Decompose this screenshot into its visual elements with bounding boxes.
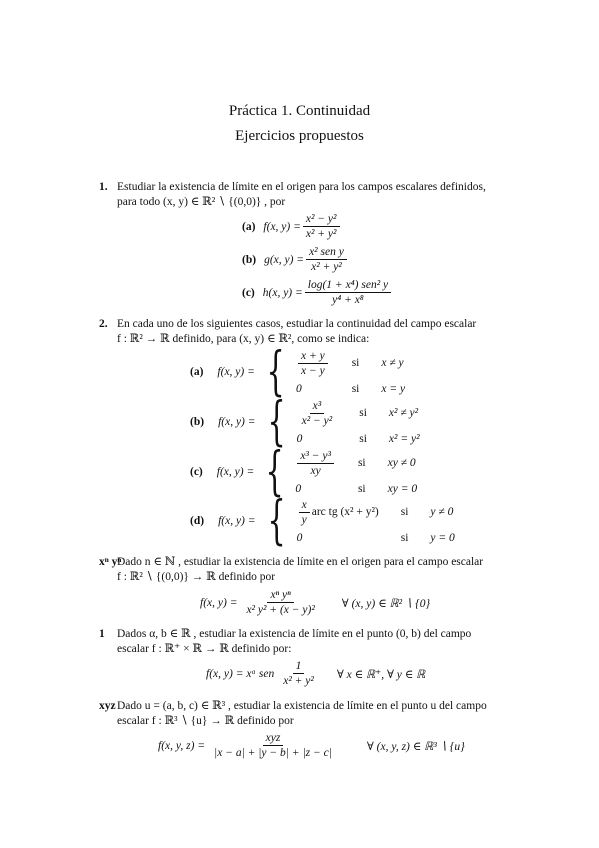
function-lhs: f(x, y) = xyxy=(263,220,301,233)
page-subtitle: Ejercicios propuestos xyxy=(235,128,364,144)
cases xyxy=(297,400,420,445)
item-label: (b) xyxy=(190,416,205,428)
left-brace: { xyxy=(265,442,284,502)
function-lhs: f(x, y) = xᵅ sen xyxy=(206,667,275,680)
si-label: si xyxy=(400,531,409,544)
denominator: x² + y² xyxy=(283,675,314,687)
left-brace: { xyxy=(266,392,286,452)
item-label: (a) xyxy=(190,366,204,378)
condition: y = 0 xyxy=(430,531,455,544)
condition: y ≠ 0 xyxy=(430,506,454,518)
si-label: si xyxy=(351,357,360,369)
exercise-4-line2: escalar f : ℝ⁺ × ℝ → ℝ definido por: xyxy=(117,643,292,655)
numerator: x² sen y xyxy=(306,246,347,260)
condition: x² = y² xyxy=(388,432,420,445)
value: 0 xyxy=(295,482,302,495)
function-lhs: f(x, y) = xyxy=(200,596,238,609)
exercise-3-line1: Dado n ∈ ℕ , estudiar la existencia de límite en el origen para el campo escalar xyxy=(117,556,484,568)
arctg-term: arc tg (x² + y²) xyxy=(311,506,379,518)
numerator: 1 xyxy=(293,660,305,674)
exercise-5-formula xyxy=(158,732,465,759)
exercise-1c xyxy=(242,279,393,306)
denominator: xy xyxy=(310,464,321,477)
exercise-5-line1: Dado u = (a, b, c) ∈ ℝ³ , estudiar la existencia de límite en el punto u del campo xyxy=(117,700,487,712)
exercise-4-number: 1 xyxy=(99,628,105,640)
fraction xyxy=(280,660,317,687)
cases xyxy=(296,350,405,395)
function-lhs: f(x, y) = xyxy=(216,466,255,478)
si-label: si xyxy=(357,482,366,495)
si-label: si xyxy=(359,432,367,445)
left-brace: { xyxy=(266,342,285,402)
function-lhs: f(x, y) = xyxy=(218,416,256,428)
condition: x = y xyxy=(381,382,406,395)
exercise-4-formula xyxy=(206,660,425,687)
item-label: (b) xyxy=(242,253,257,266)
left-brace: { xyxy=(266,491,286,551)
si-label: si xyxy=(400,506,409,518)
denominator: x² + y² xyxy=(305,228,337,240)
fraction xyxy=(299,499,310,526)
condition: x ≠ y xyxy=(381,357,404,369)
fraction xyxy=(297,450,334,477)
item-label: (c) xyxy=(190,466,203,478)
denominator: |x − a| + |y − b| + |z − c| xyxy=(214,747,332,759)
exercise-1-line2: para todo (x, y) ∈ ℝ² ∖ {(0,0)} , por xyxy=(117,196,286,208)
function-lhs: h(x, y) = xyxy=(262,286,303,299)
cases xyxy=(297,499,455,544)
exercise-1-number: 1. xyxy=(99,181,108,193)
exercise-1b xyxy=(242,246,349,273)
numerator: x xyxy=(299,499,310,513)
exercise-5-line2: escalar f : ℝ³ ∖ {u} → ℝ definido por xyxy=(117,715,294,727)
numerator: xyz xyxy=(263,732,284,746)
domain-condition: ∀ (x, y) ∈ ℝ² ∖ {0} xyxy=(341,597,431,610)
exercise-2a xyxy=(190,342,406,402)
denominator: y xyxy=(301,513,307,526)
fraction xyxy=(299,400,336,427)
numerator: x³ xyxy=(310,400,325,414)
condition: x² ≠ y² xyxy=(388,407,419,419)
function-lhs: f(x, y) = xyxy=(218,515,256,527)
exercise-3-formula xyxy=(200,589,430,616)
exercise-2c xyxy=(190,442,418,502)
item-label: (c) xyxy=(242,286,255,299)
exercise-1a xyxy=(242,213,342,240)
si-label: si xyxy=(351,382,360,395)
denominator: x² + y² xyxy=(311,261,342,273)
exercise-3-line2: f : ℝ² ∖ {(0,0)} → ℝ definido por xyxy=(117,571,276,583)
function-lhs: f(x, y, z) = xyxy=(158,739,206,752)
denominator: x² y² + (x − y)² xyxy=(246,604,315,616)
exercise-1-line1: Estudiar la existencia de límite en el origen para los campos escalares definidos, xyxy=(117,181,486,193)
denominator: x² − y² xyxy=(301,414,333,427)
denominator: y⁴ + x⁸ xyxy=(332,294,364,306)
numerator: log(1 + x⁴) sen² y xyxy=(305,279,391,293)
page-title: Práctica 1. Continuidad xyxy=(228,103,371,119)
exercise-5-number: xyz xyxy=(99,700,116,712)
item-label: (d) xyxy=(190,515,205,527)
exercise-2-number: 2. xyxy=(99,318,108,330)
si-label: si xyxy=(359,407,367,419)
numerator: x² − y² xyxy=(303,213,340,227)
exercise-4-line1: Dados α, b ∈ ℝ , estudiar la existencia de límite en el punto (0, b) del campo xyxy=(117,628,472,640)
exercise-2d xyxy=(190,491,455,551)
exercise-2-line2: f : ℝ² → ℝ definido, para (x, y) ∈ ℝ², como se indica: xyxy=(117,333,370,345)
fraction xyxy=(305,279,391,306)
condition: xy ≠ 0 xyxy=(387,457,416,469)
value: 0 xyxy=(295,382,302,395)
fraction xyxy=(306,246,347,273)
numerator: x + y xyxy=(298,350,328,364)
first-case-value xyxy=(297,499,379,526)
domain-condition: ∀ x ∈ ℝ⁺, ∀ y ∈ ℝ xyxy=(336,668,426,681)
exercise-3-number: xⁿ yⁿ xyxy=(99,556,122,568)
numerator: xⁿ yⁿ xyxy=(267,589,293,603)
value: 0 xyxy=(296,432,303,445)
item-label: (a) xyxy=(242,220,256,233)
fraction xyxy=(303,213,340,240)
function-lhs: g(x, y) = xyxy=(264,253,305,266)
exercise-2-line1: En cada uno de los siguientes casos, estudiar la continuidad del campo escalar xyxy=(117,318,477,330)
si-label: si xyxy=(357,457,366,469)
numerator: x³ − y³ xyxy=(297,450,334,464)
fraction xyxy=(243,589,317,616)
domain-condition: ∀ (x, y, z) ∈ ℝ³ ∖ {u} xyxy=(366,740,465,753)
denominator: x − y xyxy=(300,364,325,377)
fraction xyxy=(211,732,335,759)
exercise-2b xyxy=(190,392,420,452)
fraction xyxy=(298,350,328,377)
value: 0 xyxy=(296,531,303,544)
condition: xy = 0 xyxy=(387,482,418,495)
function-lhs: f(x, y) = xyxy=(217,366,255,378)
cases xyxy=(295,450,417,495)
